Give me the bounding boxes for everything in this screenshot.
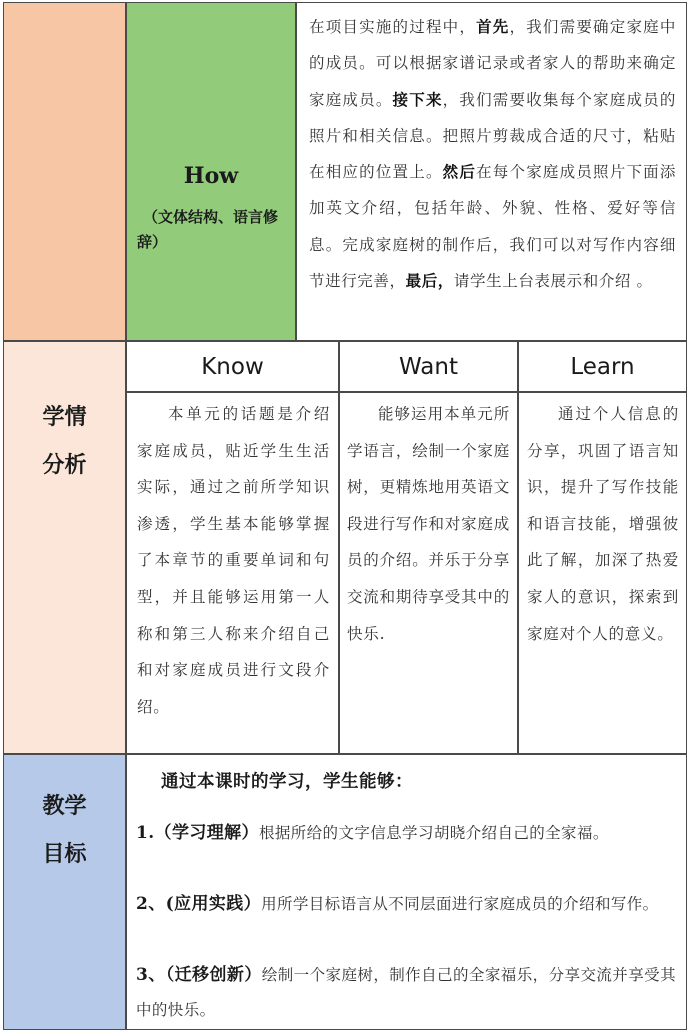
know-header-cell xyxy=(126,341,339,392)
want-header-cell xyxy=(339,341,518,392)
goals-cell xyxy=(126,754,687,1030)
how-text-segment: 在每个家庭成员照片下面添加英文介绍，包括年龄、外貌、性格、爱好等信息。完成家庭树的制作后，我们可以对写作内容细节进行完善， xyxy=(309,163,676,291)
know-body-cell xyxy=(126,392,339,754)
goal-text: 绘制一个家庭树，制作自己的全家福乐，分享交流并享受其中的快乐。 xyxy=(136,966,677,1019)
how-text-segment: 请学生上台表展示和介绍 。 xyxy=(453,272,653,291)
know-text: 本单元的话题是介绍家庭成员，贴近学生生活实际，通过之前所学知识渗透，学生基本能够掌握了本章节的重要单词和句型，并且能够运用第一人称和第三人称来介绍自己和对家庭成员进行文段介绍。 xyxy=(137,405,330,716)
want-body-cell xyxy=(339,392,518,754)
side-label-line: 教学 xyxy=(42,794,87,819)
goal-text: 用所学目标语言从不同层面进行家庭成员的介绍和写作。 xyxy=(261,895,659,913)
how-text-cell xyxy=(296,2,687,341)
goal-head: 2、(应用实践） xyxy=(136,894,262,914)
teaching-goals-label xyxy=(4,783,125,879)
how-keyword: 首先 xyxy=(476,17,510,36)
learning-analysis-label xyxy=(4,394,125,490)
how-description xyxy=(297,3,686,299)
know-header: Know xyxy=(201,354,264,380)
learn-body-cell xyxy=(518,392,687,754)
side-label-line: 学情 xyxy=(42,405,87,430)
how-keyword: 然后 xyxy=(442,162,477,182)
goal-text: 根据所给的文字信息学习胡晓介绍自己的全家福。 xyxy=(258,824,609,842)
goal-head: 3、（迁移创新） xyxy=(136,965,262,985)
how-keyword: 接下来 xyxy=(392,89,443,109)
goal-item xyxy=(136,887,676,922)
how-subtitle: （文体结构、语言修辞） xyxy=(137,208,279,251)
learn-header: Learn xyxy=(570,354,635,380)
goals-heading: 通过本课时的学习，学生能够： xyxy=(161,772,413,792)
goal-head: 1.（学习理解） xyxy=(136,823,259,843)
how-cell xyxy=(126,2,296,341)
row2-side-cell xyxy=(3,341,126,754)
side-label-line: 分析 xyxy=(42,453,87,478)
how-keyword: 最后， xyxy=(405,271,454,291)
how-title: How xyxy=(183,163,239,189)
want-text: 能够运用本单元所学语言，绘制一个家庭树，更精炼地用英语文段进行写作和对家庭成员的介绍。并乐于分享交流和期待享受其中的快乐. xyxy=(347,405,511,643)
learn-header-cell xyxy=(518,341,687,392)
how-text-segment: 在项目实施的过程中， xyxy=(309,18,477,36)
how-text-segment: ，我们需要确定家庭中的成员。可以根据家谱记录或者家人的帮助来确定家庭成员。 xyxy=(309,18,676,109)
goal-item xyxy=(136,958,676,1028)
want-header: Want xyxy=(399,354,458,380)
row1-side-cell xyxy=(3,2,126,341)
row3-side-cell xyxy=(3,754,126,1030)
how-text-segment: ，我们需要收集每个家庭成员的照片和相关信息。把照片剪裁成合适的尺寸，粘贴在相应的位置上。 xyxy=(309,90,676,182)
side-label-line: 目标 xyxy=(42,842,87,867)
learn-text: 通过个人信息的分享，巩固了语言知识，提升了写作技能和语言技能，增强彼此了解，加深了热爱家人的意识，探索到家庭对个人的意义。 xyxy=(527,405,679,643)
goal-item xyxy=(136,816,676,851)
lesson-plan-table xyxy=(3,2,687,1030)
